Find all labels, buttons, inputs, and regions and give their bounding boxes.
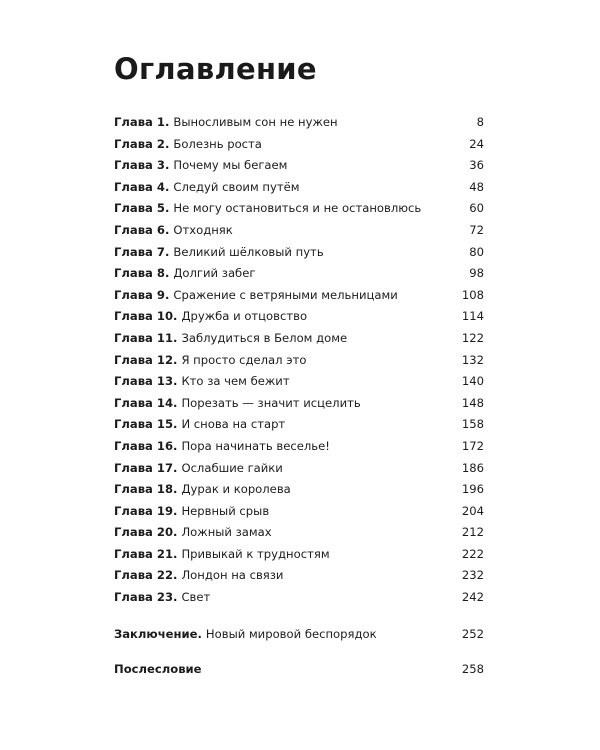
chapter-number: Глава 16. [114,438,178,453]
chapter-number: Глава 20. [114,525,178,540]
toc-entry[interactable] [114,479,484,501]
chapter-number: Глава 21. [114,546,178,561]
toc-entry[interactable] [114,328,484,350]
chapter-page-number: 148 [461,395,484,410]
toc-entry[interactable] [114,436,484,458]
chapter-title: Отходняк [173,222,233,237]
entry-title: Новый мировой беспорядок [205,626,377,641]
toc-entry[interactable] [114,220,484,242]
toc-entry[interactable] [114,134,484,156]
toc-entry[interactable] [114,393,484,415]
chapter-title: Выносливым сон не нужен [173,115,338,129]
chapter-title: Ослабшие гайки [181,460,283,475]
chapter-title: Порезать — значит исцелить [181,395,361,410]
chapter-page-number: 36 [469,158,484,173]
chapter-title: Следуй своим путём [173,179,300,194]
chapter-number: Глава 18. [114,482,178,497]
toc-entry[interactable] [114,242,484,264]
chapter-page-number: 212 [461,525,484,540]
chapter-page-number: 232 [461,568,484,583]
chapter-page-number: 242 [461,590,484,605]
toc-entry[interactable] [114,587,484,609]
chapter-number: Глава 14. [114,395,178,410]
toc-entry[interactable] [114,565,484,587]
chapter-page-number: 48 [469,179,484,194]
toc-entry[interactable] [114,198,484,220]
chapter-page-number: 204 [461,503,484,518]
chapter-number: Глава 3. [114,158,170,173]
chapter-title: Дружба и отцовство [181,309,308,324]
chapter-title: Почему мы бегаем [173,158,288,173]
page-title: Оглавление [114,52,317,86]
chapter-page-number: 158 [461,417,484,432]
chapter-number: Глава 13. [114,374,178,389]
chapter-number: Глава 1. [114,115,170,129]
chapter-number: Глава 5. [114,201,170,216]
toc-entry[interactable] [114,414,484,436]
chapter-title: Болезнь роста [173,136,262,151]
chapter-number: Глава 8. [114,266,170,281]
entry-label: Заключение. [114,626,202,641]
chapter-title: Сражение с ветряными мельницами [173,287,398,302]
chapter-list [114,112,484,609]
chapter-number: Глава 6. [114,222,170,237]
entry-page-number: 258 [461,662,484,677]
chapter-number: Глава 10. [114,309,178,324]
chapter-title: И снова на старт [181,417,286,432]
chapter-title: Великий шёлковый путь [173,244,324,259]
chapter-page-number: 24 [469,136,484,151]
toc-entry[interactable] [114,458,484,480]
divider-space [114,609,484,624]
toc-entry[interactable] [114,112,484,134]
toc-entry[interactable] [114,522,484,544]
toc-entry-conclusion[interactable] [114,624,484,646]
toc-entry[interactable] [114,544,484,566]
chapter-title: Не могу остановиться и не остановлюсь [173,201,422,216]
chapter-page-number: 8 [476,115,484,129]
chapter-number: Глава 11. [114,330,178,345]
chapter-title: Долгий забег [173,266,256,281]
chapter-number: Глава 7. [114,244,170,259]
chapter-title: Лондон на связи [181,568,284,583]
chapter-number: Глава 17. [114,460,178,475]
entry-page-number: 252 [461,626,484,641]
chapter-page-number: 60 [469,201,484,216]
chapter-page-number: 72 [469,222,484,237]
chapter-title: Кто за чем бежит [181,374,290,389]
entry-label: Послесловие [114,662,202,677]
toc-entry[interactable] [114,501,484,523]
toc-entry[interactable] [114,177,484,199]
toc-entry[interactable] [114,371,484,393]
chapter-page-number: 132 [461,352,484,367]
chapter-number: Глава 19. [114,503,178,518]
chapter-page-number: 222 [461,546,484,561]
chapter-page-number: 140 [461,374,484,389]
chapter-number: Глава 2. [114,136,170,151]
chapter-title: Нервный срыв [181,503,270,518]
toc-entry[interactable] [114,306,484,328]
chapter-page-number: 186 [461,460,484,475]
chapter-number: Глава 15. [114,417,178,432]
chapter-title: Свет [181,590,211,605]
chapter-number: Глава 4. [114,179,170,194]
toc-entry[interactable] [114,350,484,372]
table-of-contents [114,112,484,681]
chapter-number: Глава 9. [114,287,170,302]
chapter-page-number: 108 [461,287,484,302]
chapter-number: Глава 12. [114,352,178,367]
chapter-title: Привыкай к трудностям [181,546,330,561]
chapter-page-number: 122 [461,330,484,345]
toc-entry[interactable] [114,155,484,177]
chapter-title: Я просто сделал это [181,352,307,367]
chapter-number: Глава 23. [114,590,178,605]
chapter-page-number: 196 [461,482,484,497]
toc-entry-afterword[interactable] [114,659,484,681]
toc-entry[interactable] [114,285,484,307]
toc-entry[interactable] [114,263,484,285]
divider-space [114,645,484,659]
chapter-page-number: 98 [469,266,484,281]
chapter-title: Ложный замах [181,525,272,540]
chapter-page-number: 114 [461,309,484,324]
chapter-title: Дурак и королева [181,482,291,497]
chapter-page-number: 80 [469,244,484,259]
chapter-page-number: 172 [461,438,484,453]
chapter-number: Глава 22. [114,568,178,583]
chapter-title: Заблудиться в Белом доме [181,330,348,345]
chapter-title: Пора начинать веселье! [181,438,330,453]
